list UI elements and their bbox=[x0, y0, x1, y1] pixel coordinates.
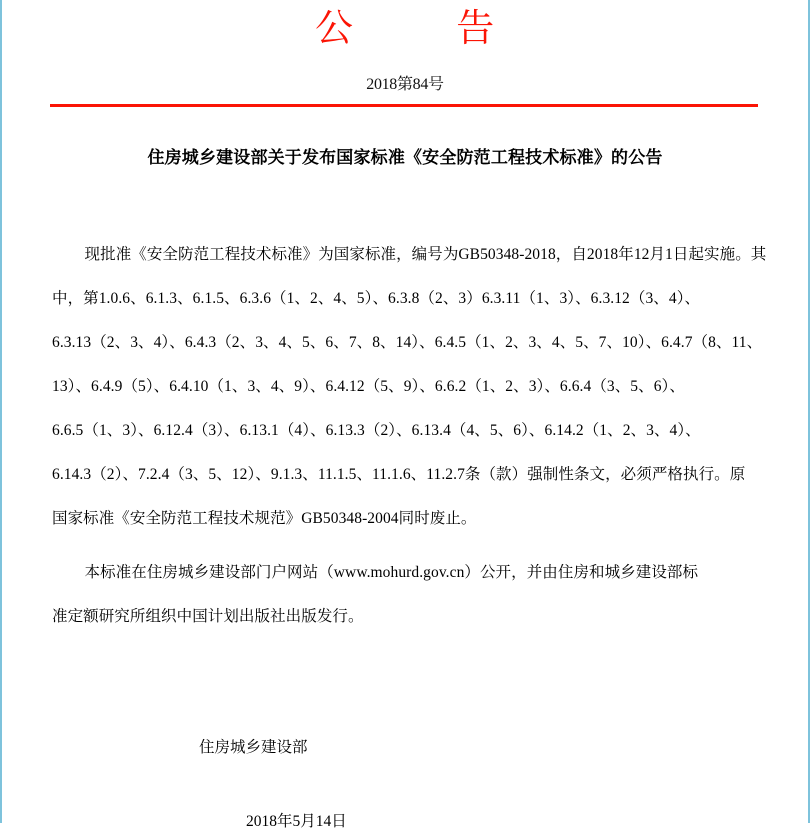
paragraph-line: 6.14.3（2）、7.2.4（3、5、12）、9.1.3、11.1.5、11.1.6、11.2.7条（款）强制性条文，必须严格执行。原 bbox=[52, 466, 746, 483]
paragraph-line: 现批准《安全防范工程技术标准》为国家标准，编号为GB50348-2018，自2018年12月1日起实施。其 bbox=[84, 246, 767, 263]
announcement-heading: 公 告 bbox=[314, 8, 496, 50]
document-title: 住房城乡建设部关于发布国家标准《安全防范工程技术标准》的公告 bbox=[147, 148, 663, 167]
issuing-authority: 住房城乡建设部 bbox=[199, 739, 308, 756]
signature-block bbox=[2, 639, 808, 835]
paragraph-line: 6.3.13（2、3、4）、6.4.3（2、3、4、5、6、7、8、14）、6.4.5（1、2、3、4、5、7、10）、6.4.7（8、11、 bbox=[52, 334, 763, 351]
issue-number: 2018第84号 bbox=[366, 76, 444, 93]
paragraph-line: 6.6.5（1、3）、6.12.4（3）、6.13.1（4）、6.13.3（2）、6.13.4（4、5、6）、6.14.2（1、2、3、4）、 bbox=[52, 422, 701, 439]
document-body bbox=[2, 171, 808, 639]
paragraph-line: 国家标准《安全防范工程技术规范》GB50348-2004同时废止。 bbox=[52, 510, 477, 527]
issue-date: 2018年5月14日 bbox=[246, 813, 347, 830]
publication-paragraph bbox=[52, 541, 762, 639]
paragraph-line: 中，第1.0.6、6.1.3、6.1.5、6.3.6（1、2、4、5）、6.3.8（2、3）6.3.11（1、3）、6.3.12（3、4）、 bbox=[52, 290, 701, 307]
masthead bbox=[2, 0, 808, 107]
page-content bbox=[2, 0, 808, 830]
paragraph-line: 13）、6.4.9（5）、6.4.10（1、3、4、9）、6.4.12（5、9）、6.6.2（1、2、3）、6.6.4（3、5、6）、 bbox=[52, 378, 685, 395]
approval-paragraph bbox=[52, 171, 767, 541]
paragraph-line: 本标准在住房城乡建设部门户网站（www.mohurd.gov.cn）公开，并由住房和城乡建设部标 bbox=[84, 564, 699, 581]
paragraph-line: 准定额研究所组织中国计划出版社出版发行。 bbox=[52, 608, 364, 625]
